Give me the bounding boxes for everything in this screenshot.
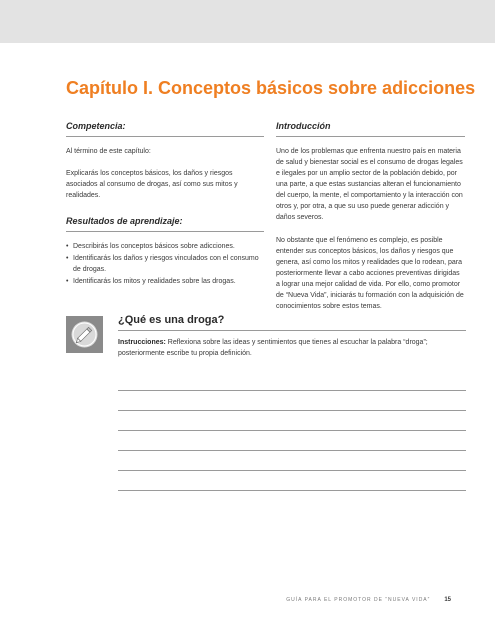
page-number: 15 [444,597,451,603]
introduccion-paragraph-2: No obstante que el fenómeno es complejo, es posible entender sus conceptos básicos, los daños y riesgos que genera, así como los mitos y realidades que lo rodean, para posteriormente llevar a cabo acciones preventivas dirigidas a lograr una mejor calidad de vida. Por ello, como promotor de “Nueva Vida”, iniciarás tu formación con la adquisición de conocimientos sobre estos temas. [276,237,464,310]
instructions-label: Instrucciones: [118,339,166,346]
answer-line[interactable] [118,430,466,431]
answer-line[interactable] [118,410,466,411]
resultados-heading: Resultados de aprendizaje: [66,216,264,232]
list-item: • Identificarás los mitos y realidades sobre las drogas. [66,276,264,287]
pencil-icon [66,316,103,353]
top-band [0,0,495,43]
introduccion-paragraph-1: Uno de los problemas que enfrenta nuestro país en materia de salud y bienestar social es el consumo de drogas legales e ilegales por un amplio sector de la población debido, por una parte, a que estas sustancias alteran el funcionamiento del cuerpo, la mente, el comportamiento y la interacción con otros y, por otra, a que su uso puede generar adicción y daños severos. [276,148,463,221]
guide-title: GUÍA PARA EL PROMOTOR DE “NUEVA VIDA” [286,597,431,603]
instructions-text: Reflexiona sobre las ideas y sentimientos que tienes al escuchar la palabra “droga”; posteriormente escribe tu propia definición. [118,339,428,357]
answer-line[interactable] [118,490,466,491]
introduccion-heading: Introducción [276,121,465,137]
competencia-intro: Al término de este capítulo: [66,148,151,155]
chapter-title: Capítulo I. Conceptos básicos sobre adicciones [66,78,476,98]
right-column [276,121,465,324]
page-footer [286,597,451,603]
activity-icon-box [66,316,103,353]
resultados-list [66,241,264,287]
answer-lines[interactable] [118,390,466,510]
answer-line[interactable] [118,470,466,471]
list-item: • Identificarás los daños y riesgos vinculados con el consumo de drogas. [66,253,264,275]
left-column [66,121,264,288]
divider [118,330,466,331]
answer-line[interactable] [118,450,466,451]
competencia-heading: Competencia: [66,121,264,137]
answer-line[interactable] [118,390,466,391]
activity-instructions [118,337,466,359]
list-item: • Describirás los conceptos básicos sobre adicciones. [66,241,264,252]
competencia-text: Explicarás los conceptos básicos, los daños y riesgos asociados al consumo de drogas, así como sus mitos y realidades. [66,170,238,199]
activity-title: ¿Qué es una droga? [118,314,225,326]
